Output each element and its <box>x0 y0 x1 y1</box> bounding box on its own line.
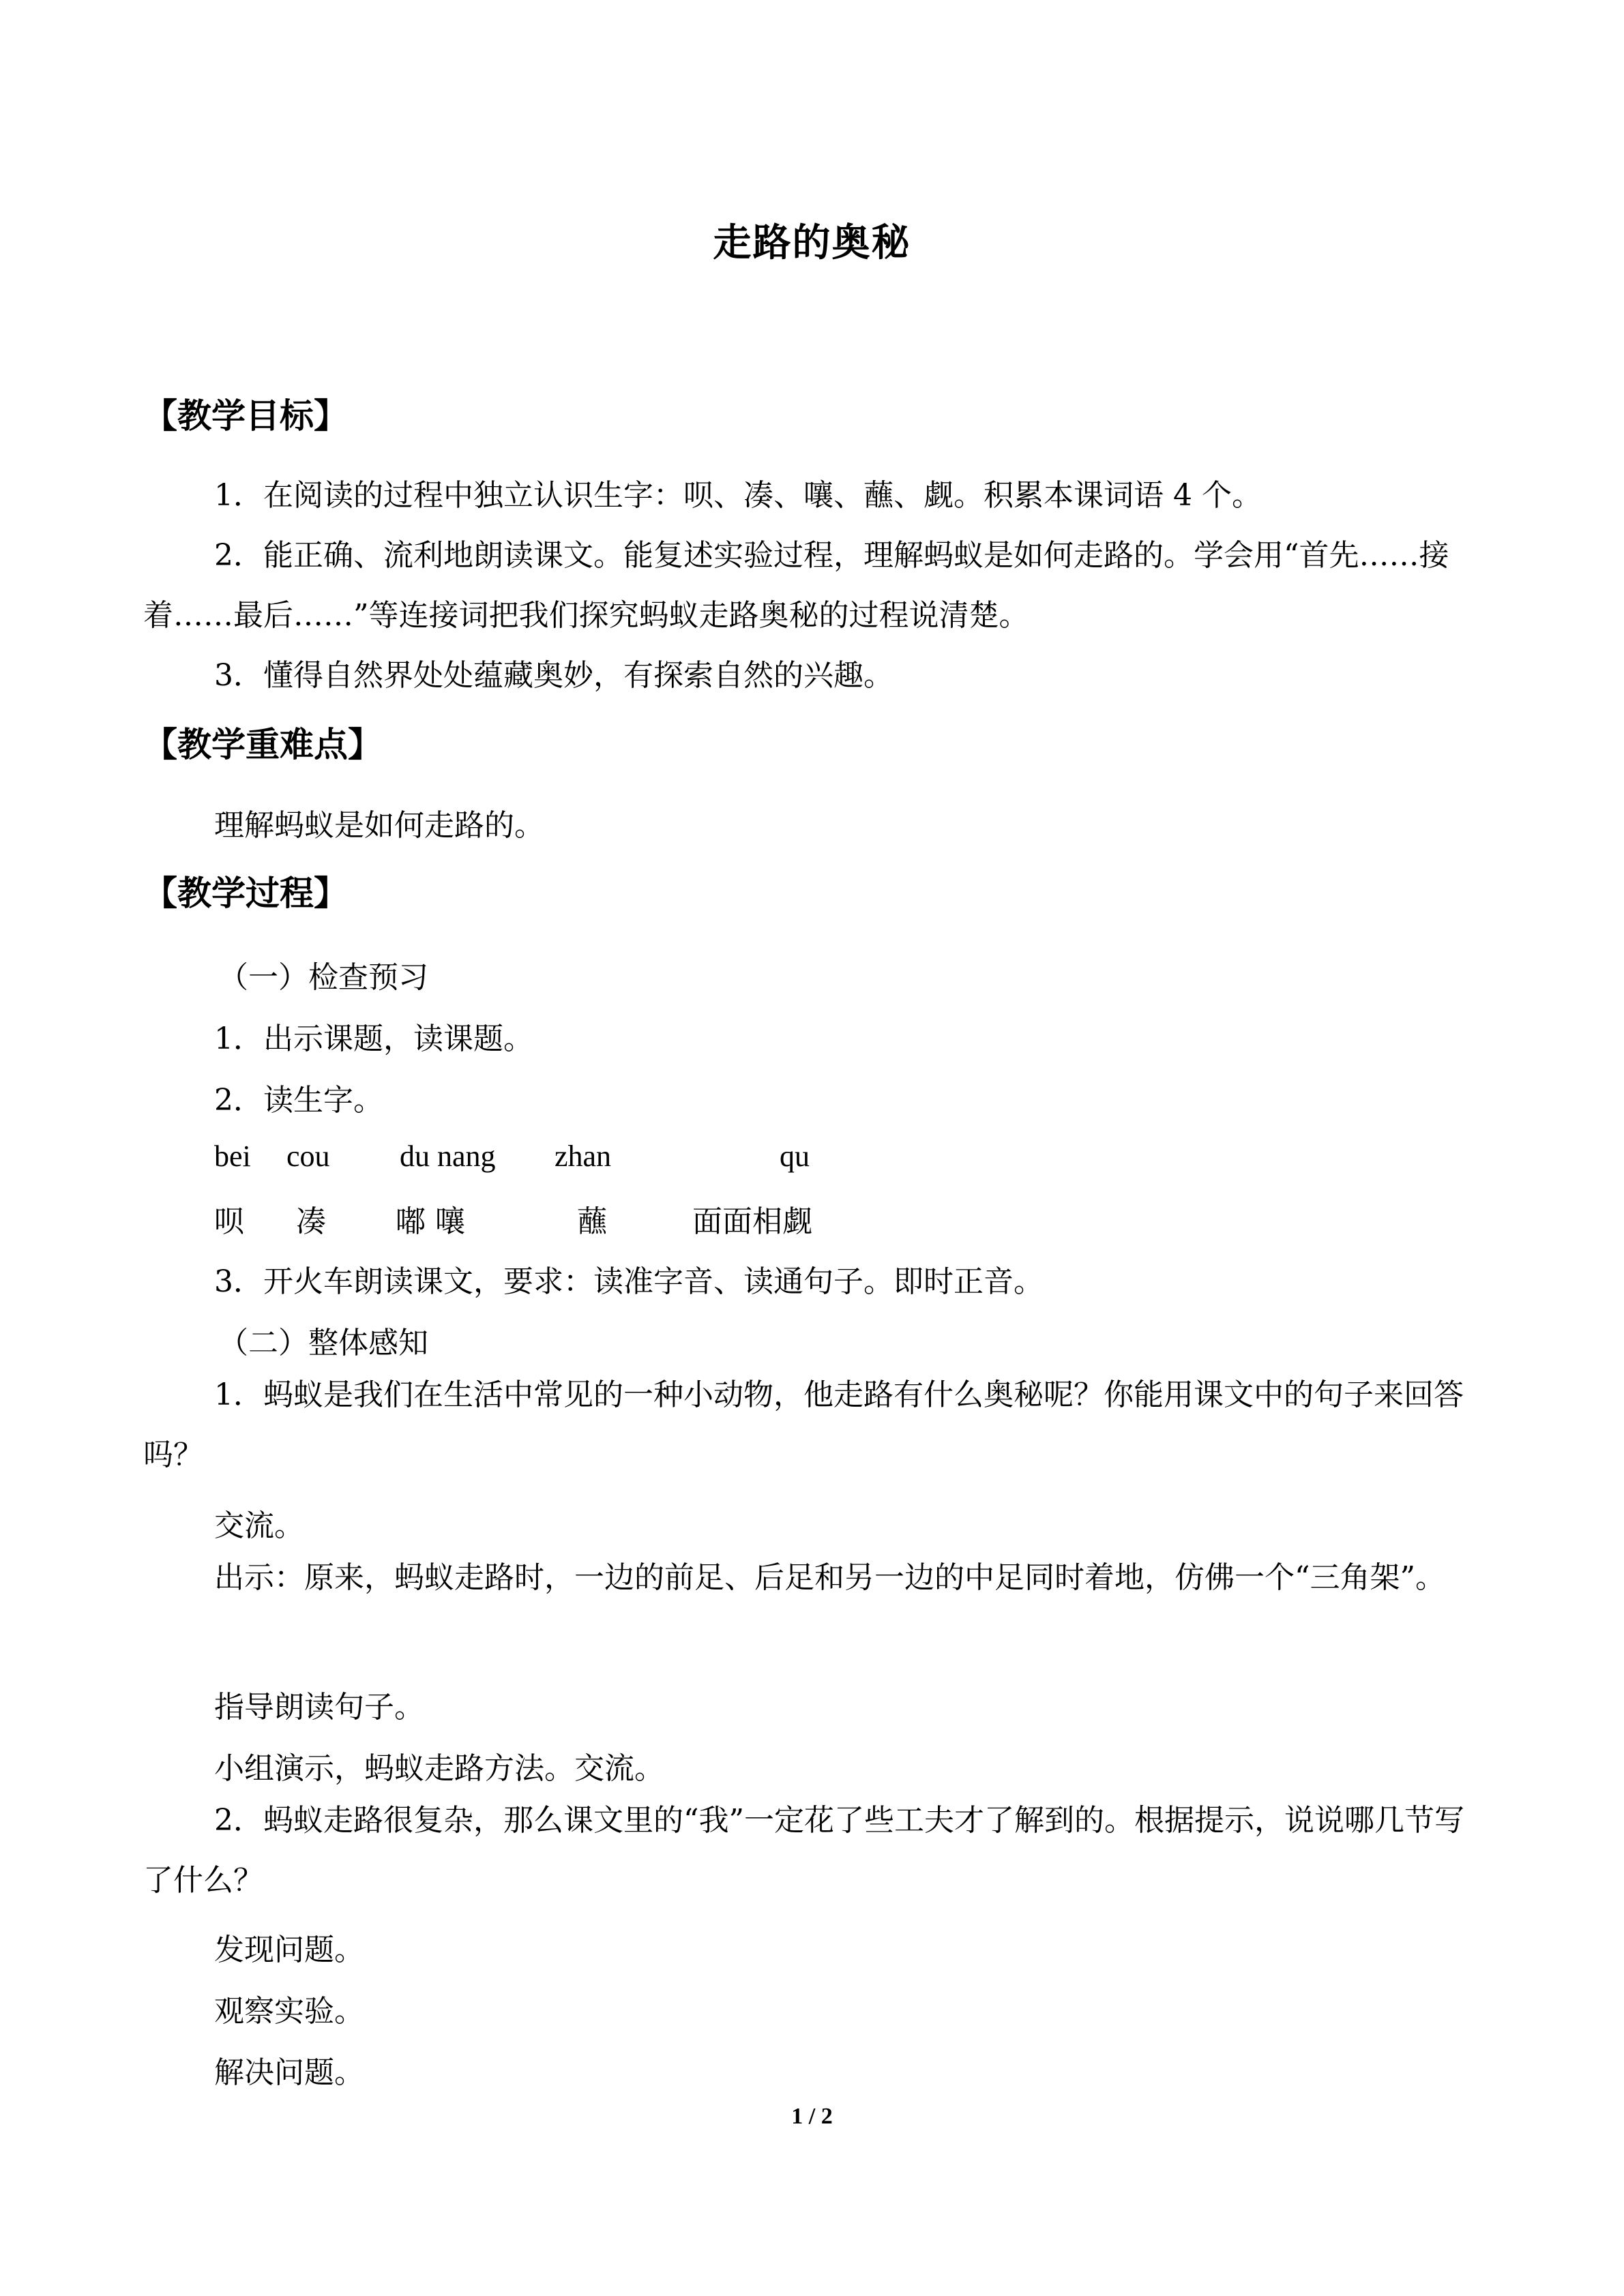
step-text: 3．开火车朗读课文，要求：读准字音、读通句子。即时正音。 <box>214 1264 1044 1299</box>
page-number: 1 / 2 <box>791 2104 833 2129</box>
new-character: 嘟 嚷 <box>396 1204 465 1239</box>
pinyin-label: bei <box>214 1139 251 1173</box>
part-title: （二）整体感知 <box>218 1326 428 1360</box>
part-title: （一）检查预习 <box>218 960 428 995</box>
hint-text: 发现问题。 <box>214 1933 364 1967</box>
heading-process: 【教学过程】 <box>143 874 348 913</box>
step-text: 小组演示，蚂蚁走路方法。交流。 <box>214 1751 664 1786</box>
question-text: 1．蚂蚁是我们在生活中常见的一种小动物，他走路有什么奥秘呢？你能用课文中的句子来回答吗？ <box>143 1377 1464 1472</box>
page-title: 走路的奥秘 <box>713 221 911 265</box>
objective-item: 1．在阅读的过程中独立认识生字：呗、凑、嚷、蘸、觑。积累本课词语 4 个。 <box>214 478 1262 513</box>
pinyin-label: du nang <box>400 1139 496 1173</box>
objective-item: 2．能正确、流利地朗读课文。能复述实验过程，理解蚂蚁是如何走路的。学会用“首先……接着……最后……”等连接词把我们探究蚂蚁走路奥秘的过程说清楚。 <box>143 538 1449 633</box>
new-character: 呗 <box>214 1204 244 1239</box>
new-character: 面面相觑 <box>692 1204 812 1239</box>
heading-key-points: 【教学重难点】 <box>143 725 382 764</box>
hint-text: 观察实验。 <box>214 1994 364 2029</box>
pinyin-label: cou <box>286 1139 330 1173</box>
step-text: 2．读生字。 <box>214 1083 383 1118</box>
new-character: 凑 <box>296 1204 326 1239</box>
pinyin-label: zhan <box>555 1139 612 1173</box>
step-text: 1．出示课题，读课题。 <box>214 1022 533 1056</box>
hint-text: 解决问题。 <box>214 2055 364 2090</box>
objective-item: 3．懂得自然界处处蕴藏奥妙，有探索自然的兴趣。 <box>214 658 894 693</box>
step-text: 指导朗读句子。 <box>214 1690 424 1725</box>
key-points-text: 理解蚂蚁是如何走路的。 <box>214 808 544 843</box>
new-character: 蘸 <box>577 1204 607 1239</box>
question-text: 2．蚂蚁走路很复杂，那么课文里的“我”一定花了些工夫才了解到的。根据提示，说说哪几节写了什么？ <box>143 1803 1464 1898</box>
quoted-sentence: 出示：原来，蚂蚁走路时，一边的前足、后足和另一边的中足同时着地，仿佛一个“三角架”。 <box>214 1560 1445 1595</box>
heading-objectives: 【教学目标】 <box>143 396 348 436</box>
pinyin-label: qu <box>780 1139 810 1173</box>
step-text: 交流。 <box>214 1508 304 1543</box>
